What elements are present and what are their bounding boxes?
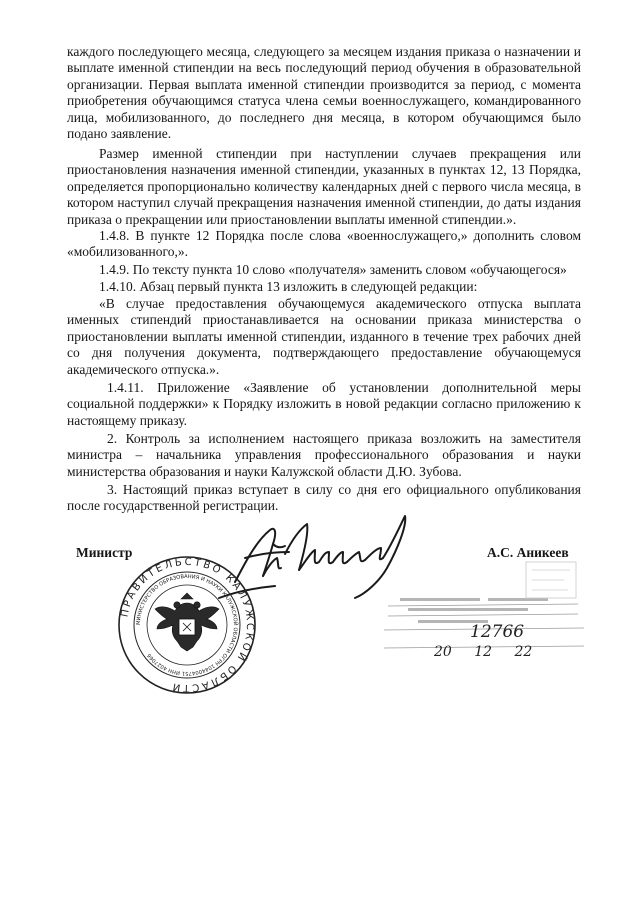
paragraph-text: Размер именной стипендии при наступлении случаев прекращения или приостановления назначения именной стипендии, указанных в пунктах 12, 13 Порядка, определяется пропорционально количеству календарных дней с первого числа месяца, в котором наступил случай прекращения назначения именной стипендии, до даты издания приказа о прекращении или приостановлении выплаты именной стипендии.». (67, 146, 581, 227)
paragraph-text: каждого последующего месяца, следующего за месяцем издания приказа о назначении и выплате именной стипендии на весь последующий период обучения в образовательной организации. Первая выплата именной стипендии производится за период, с момента приобретения обучающимся статуса члена семьи военнослужащего, командированного лица, мобилизованного, до последнего дня месяца, в котором обучающимся было подано заявление. (67, 44, 581, 142)
paragraph-6 (67, 296, 581, 378)
seal-outer-text: ПРАВИТЕЛЬСТВО КАЛУЖСКОЙ ОБЛАСТИ (119, 556, 256, 694)
paragraph-text: 1.4.8. В пункте 12 Порядка после слова «военнослужащего,» дополнить словом «мобилизованного,». (67, 228, 581, 260)
paragraph-text: 1.4.11. Приложение «Заявление об установлении дополнительной меры социальной поддержки» к Порядку изложить в новой редакции согласно приложению к настоящему приказу. (67, 380, 581, 428)
paragraph-2 (67, 146, 581, 228)
stamp-registration-number: 12766 (470, 622, 525, 642)
paragraph-3 (67, 228, 581, 261)
paragraph-text: «В случае предоставления обучающемуся академического отпуска выплата именных стипендий приостанавливается на основании приказа министерства о приостановлении выплаты именной стипендии, изданного в течение трех рабочих дней со дня получения документа, подтверждающего предоставление обучающемуся академического отпуска.». (67, 296, 581, 377)
paragraph-text: 3. Настоящий приказ вступает в силу со дня его официального опубликования после государственной регистрации. (67, 482, 581, 514)
signature-name: А.С. Аникеев (487, 545, 569, 560)
paragraph-1 (67, 44, 581, 142)
paragraph-8 (67, 431, 581, 480)
official-seal (117, 555, 257, 695)
paragraph-9 (67, 482, 581, 515)
faint-stamp-mark (524, 560, 578, 600)
signature-position: Министр (76, 545, 133, 560)
paragraph-4 (67, 262, 581, 278)
paragraph-text: 2. Контроль за исполнением настоящего приказа возложить на заместителя министра – начальника управления профессионального образования и науки министерства образования и науки Калужской области Д.Ю. Зубова. (67, 431, 581, 479)
paragraph-7 (67, 380, 581, 429)
seal-inner-text: МИНИСТЕРСТВО ОБРАЗОВАНИЯ И НАУКИ КАЛУЖСКОЙ ОБЛАСТИ ОГРН 1044004751 ИНН 4027066 (135, 573, 239, 677)
paragraph-text: 1.4.9. По тексту пункта 10 слово «получателя» заменить словом «обучающегося» (99, 262, 567, 277)
registration-stamp (378, 592, 588, 664)
stamp-date: 20 12 22 (434, 644, 533, 660)
paragraph-text: 1.4.10. Абзац первый пункта 13 изложить в следующей редакции: (99, 279, 478, 294)
paragraph-5 (67, 279, 581, 295)
